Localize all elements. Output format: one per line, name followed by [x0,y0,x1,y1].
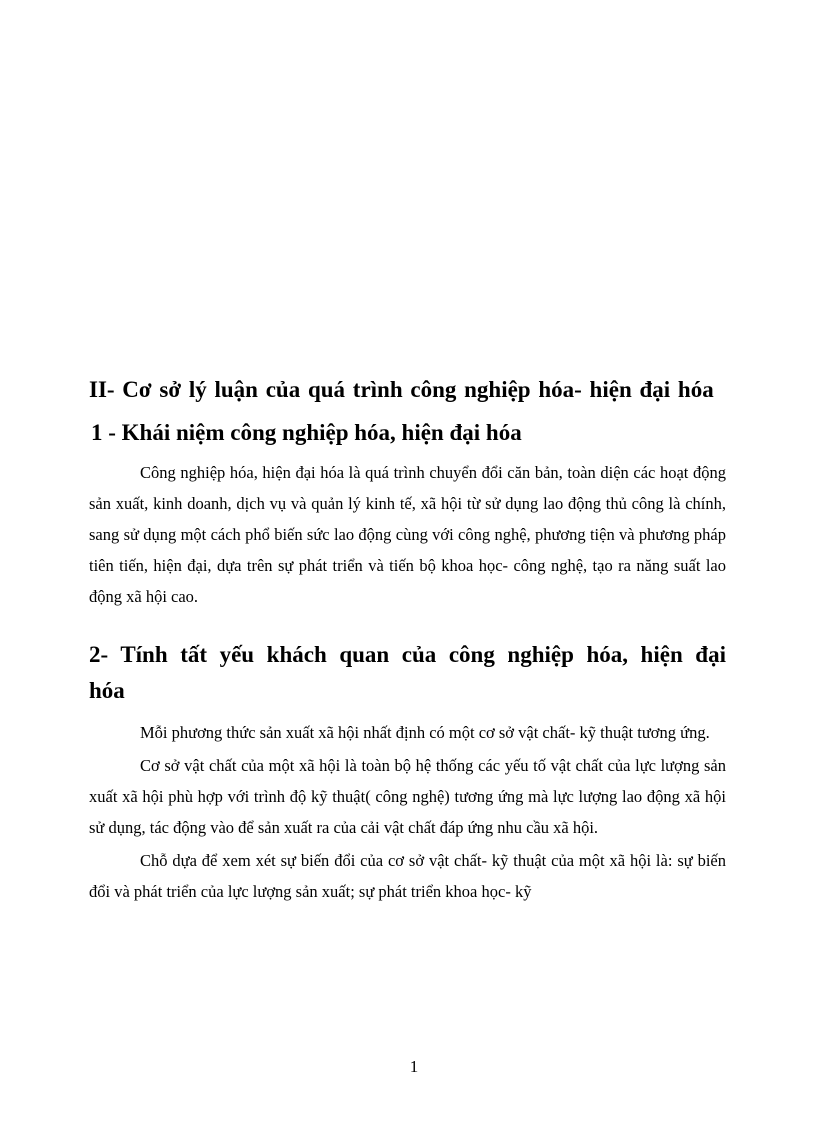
paragraph-production-mode: Mỗi phương thức sản xuất xã hội nhất định có một cơ sở vật chất- kỹ thuật tương ứng. [140,723,710,742]
paragraph-material-base: Cơ sở vật chất của một xã hội là toàn bộ hệ thống các yếu tố vật chất của lực lượng sản xuất xã hội phù hợp với trình độ kỹ thuật( công nghệ) tương ứng mà lực lượng lao động xã hội sử dụng, tác động vào để sản xuất ra của cải vật chất đáp ứng nhu cầu xã hội. [89,756,726,837]
subsection-heading-2: 2- Tính tất yếu khách quan của công nghiệp hóa, hiện đại hóa [89,642,726,703]
section-heading: II- Cơ sở lý luận của quá trình công nghiệp hóa- hiện đại hóa [89,377,714,402]
paragraph-basis-of-change: Chỗ dựa để xem xét sự biến đổi của cơ sở vật chất- kỹ thuật của một xã hội là: sự biến đổi và phát triển của lực lượng sản xuất; sự phát triển khoa học- kỹ [89,851,726,901]
page-content [89,372,726,907]
subsection-heading-1: 1 - Khái niệm công nghiệp hóa, hiện đại hóa [91,420,522,445]
page-number: 1 [409,1057,419,1076]
paragraph-definition: Công nghiệp hóa, hiện đại hóa là quá trình chuyển đổi căn bản, toàn diện các hoạt động sản xuất, kinh doanh, dịch vụ và quản lý kinh tế, xã hội từ sử dụng lao động thủ công là chính, sang sử dụng một cách phổ biến sức lao động cùng với công nghệ, phương tiện và phương pháp tiên tiến, hiện đại, dựa trên sự phát triển và tiến bộ khoa học- công nghệ, tạo ra năng suất lao động xã hội cao. [89,463,726,606]
